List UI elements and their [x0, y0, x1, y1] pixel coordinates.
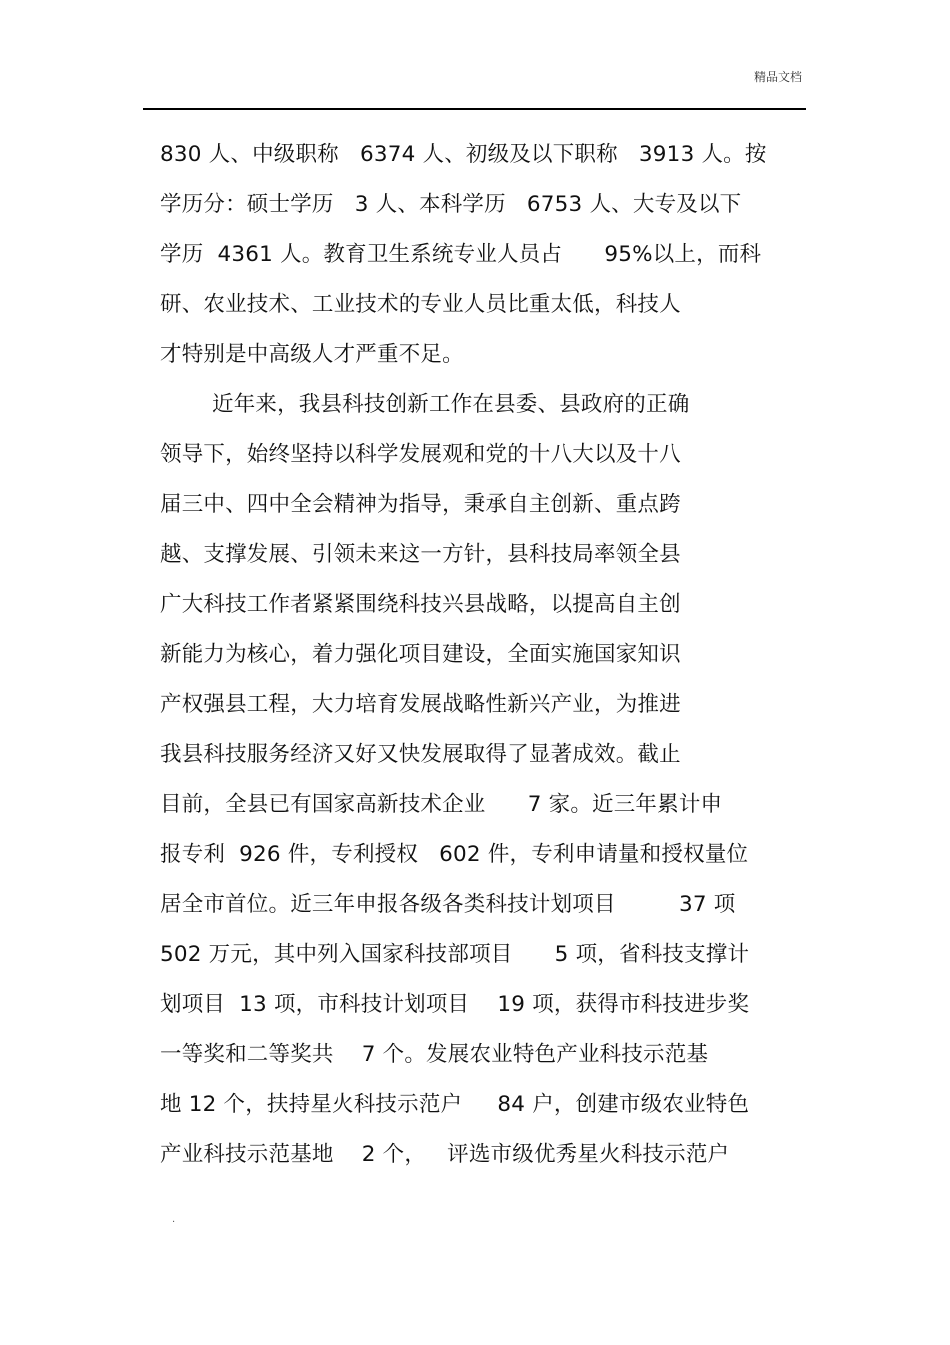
header-divider	[143, 108, 806, 110]
header-label: 精品文档	[753, 70, 802, 84]
paragraph-2	[160, 380, 800, 1180]
text-line: 近年来，我县科技创新工作在县委、县政府的正确	[212, 392, 690, 417]
text-line: 一等奖和二等奖共 7 个。发展农业特色产业科技示范基	[160, 1042, 709, 1067]
text-line: 才特别是中高级人才严重不足。	[160, 342, 464, 367]
text-line: 领导下，始终坚持以科学发展观和党的十八大以及十八	[160, 442, 681, 467]
text-line: 研、农业技术、工业技术的专业人员比重太低，科技人	[160, 292, 681, 317]
text-line: 学历 4361 人。教育卫生系统专业人员占 95%以上，而科	[160, 242, 762, 267]
paragraph-1	[160, 130, 800, 380]
text-line: 830 人、中级职称 6374 人、初级及以下职称 3913 人。按	[160, 142, 767, 167]
text-line: 届三中、四中全会精神为指导，秉承自主创新、重点跨	[160, 492, 681, 517]
text-line: 新能力为核心，着力强化项目建设，全面实施国家知识	[160, 642, 681, 667]
text-line: 502 万元，其中列入国家科技部项目 5 项，省科技支撑计	[160, 942, 750, 967]
text-line: 我县科技服务经济又好又快发展取得了显著成效。截止	[160, 742, 681, 767]
text-line: 居全市首位。近三年申报各级各类科技计划项目 37 项	[160, 892, 736, 917]
footer-mark: .	[172, 1214, 176, 1225]
text-line: 越、支撑发展、引领未来这一方针，县科技局率领全县	[160, 542, 681, 567]
text-line: 划项目 13 项，市科技计划项目 19 项，获得市科技进步奖	[160, 992, 750, 1017]
text-line: 目前，全县已有国家高新技术企业 7 家。近三年累计申	[160, 792, 723, 817]
body-text	[160, 130, 800, 1180]
text-line: 报专利 926 件，专利授权 602 件，专利申请量和授权量位	[160, 842, 749, 867]
text-line: 地 12 个，扶持星火科技示范户 84 户，创建市级农业特色	[160, 1092, 750, 1117]
text-line: 学历分：硕士学历 3 人、本科学历 6753 人、大专及以下	[160, 192, 742, 217]
text-line: 广大科技工作者紧紧围绕科技兴县战略，以提高自主创	[160, 592, 681, 617]
text-line: 产权强县工程，大力培育发展战略性新兴产业，为推进	[160, 692, 681, 717]
text-line: 产业科技示范基地 2 个， 评选市级优秀星火科技示范户	[160, 1142, 730, 1167]
